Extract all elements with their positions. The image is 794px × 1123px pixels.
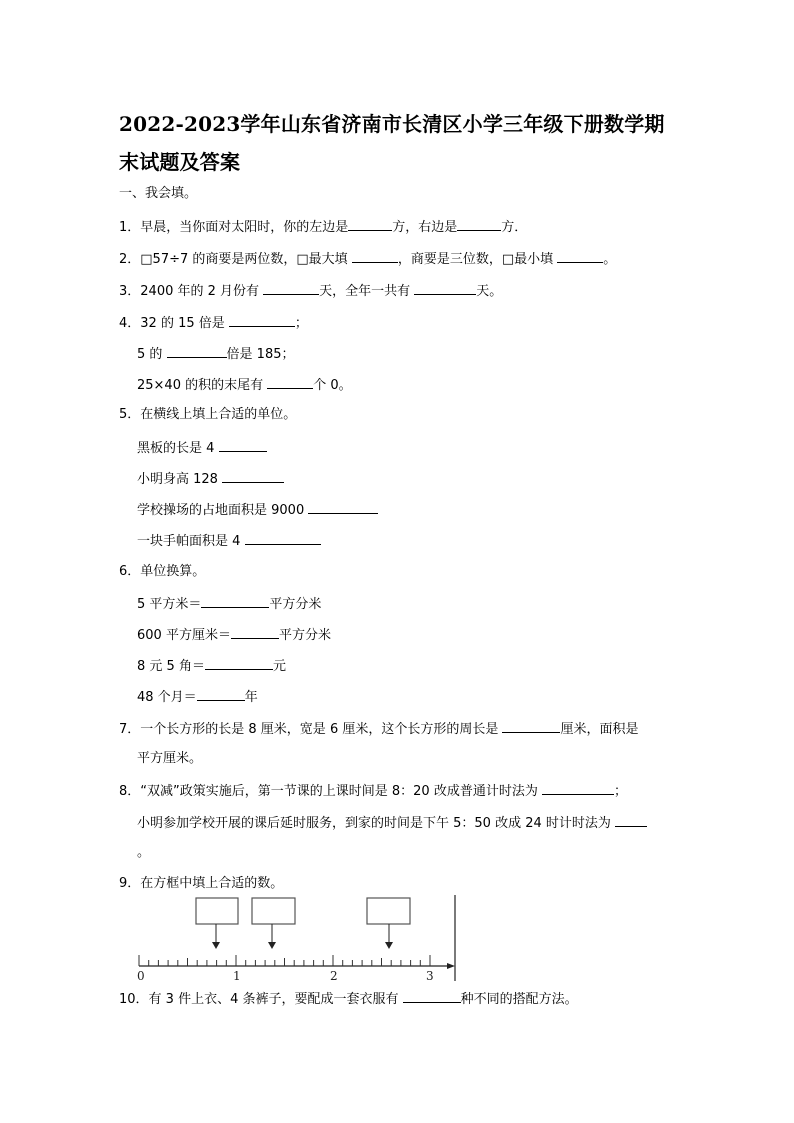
answer-box-1[interactable] [196,898,238,924]
q7-text-a: 7．一个长方形的长是 8 厘米，宽是 6 厘米，这个长方形的周长是 [119,722,503,737]
q4-text-c: 5 的 [137,347,167,362]
answer-box-2[interactable] [252,898,295,924]
q4-blank-3[interactable] [267,376,313,389]
q5-item-4 [137,532,321,550]
question-6: 6．单位换算。 [119,564,206,579]
q6-item-3-post: 元 [272,659,286,674]
question-8-cont [137,814,647,832]
number-line-figure [137,893,462,983]
q6-item-4 [137,688,258,706]
question-5: 5．在横线上填上合适的单位。 [119,407,297,422]
q6-item-3 [137,657,286,675]
q4-blank-1[interactable] [229,314,295,327]
q10-blank-1[interactable] [403,990,461,1003]
tick-label-3: 3 [426,969,434,983]
q6-item-4-post: 年 [244,690,258,705]
q4-text-a: 4．32 的 15 倍是 [119,316,229,331]
question-2 [119,250,616,268]
q5-item-2-text: 小明身高 128 [137,472,223,487]
question-3 [119,282,502,300]
q8-blank-2[interactable] [615,814,647,827]
q5-item-3 [137,501,378,519]
q5-blank-3[interactable] [308,501,378,514]
q6-item-1 [137,595,321,613]
q8-blank-1[interactable] [542,782,614,795]
section-heading: 一、我会填。 [119,186,198,201]
question-4-part-2 [137,345,295,363]
document-title-line1: 2022-2023学年山东省济南市长清区小学三年级下册数学期 [119,112,665,136]
q10-text-b: 种不同的搭配方法。 [460,992,578,1007]
q6-item-4-pre: 48 个月＝ [137,690,197,705]
question-4-part-3 [137,376,352,394]
q6-blank-2[interactable] [231,626,279,639]
q4-blank-2[interactable] [167,345,227,358]
q1-text-a: 1．早晨，当你面对太阳时，你的左边是 [119,220,349,235]
question-1 [119,218,527,236]
q3-blank-1[interactable] [263,282,319,295]
q6-item-1-post: 平方分米 [269,597,322,612]
q2-blank-1[interactable] [352,250,398,263]
tick-label-0: 0 [137,969,145,983]
q5-item-2 [137,470,284,488]
q5-item-3-text: 学校操场的占地面积是 9000 [137,503,309,518]
q6-blank-4[interactable] [197,688,245,701]
question-8-end: 。 [137,845,151,860]
q8-text-a: 8．“双减”政策实施后，第一节课的上课时间是 8：20 改成普通计时法为 [119,784,542,799]
q6-item-2-pre: 600 平方厘米＝ [137,628,231,643]
q5-blank-2[interactable] [222,470,284,483]
q6-item-1-pre: 5 平方米＝ [137,597,202,612]
question-7 [119,720,639,738]
q7-text-b: 厘米，面积是 [560,722,639,737]
answer-box-3[interactable] [367,898,410,924]
q6-item-3-pre: 8 元 5 角＝ [137,659,205,674]
question-7-cont: 平方厘米。 [137,751,203,766]
question-9: 9．在方框中填上合适的数。 [119,876,284,891]
q1-text-c: 方． [501,220,528,235]
q8-text-c: 小明参加学校开展的课后延时服务，到家的时间是下午 5：50 改成 24 时计时法为 [137,816,616,831]
q2-blank-2[interactable] [557,250,603,263]
q1-text-b: 方，右边是 [392,220,458,235]
question-4 [119,314,308,332]
q3-blank-2[interactable] [414,282,476,295]
q5-item-1 [137,439,267,457]
q5-blank-1[interactable] [219,439,267,452]
q5-blank-4[interactable] [245,532,321,545]
document-title-line2: 末试题及答案 [119,150,241,174]
q2-text-a: 2．□57÷7 的商要是两位数，□最大填 [119,252,352,267]
q8-text-b: ； [613,784,627,799]
q5-item-1-text: 黑板的长是 4 [137,441,219,456]
q4-text-e: 25×40 的积的末尾有 [137,378,268,393]
q3-text-a: 3．2400 年的 2 月份有 [119,284,264,299]
q2-text-b: ，商要是三位数，□最小填 [397,252,558,267]
q4-text-f: 个 0。 [313,378,352,393]
q10-text-a: 10．有 3 件上衣、4 条裤子，要配成一套衣服有 [119,992,403,1007]
q4-text-b: ； [294,316,308,331]
question-10 [119,990,578,1008]
question-8 [119,782,627,800]
q4-text-d: 倍是 185； [226,347,295,362]
q3-text-b: 天，全年一共有 [319,284,415,299]
q6-item-2-post: 平方分米 [278,628,331,643]
q7-blank-1[interactable] [502,720,560,733]
q6-blank-1[interactable] [201,595,269,608]
q5-item-4-text: 一块手帕面积是 4 [137,534,245,549]
q2-text-c: 。 [603,252,617,267]
q6-blank-3[interactable] [205,657,273,670]
q6-item-2 [137,626,331,644]
tick-label-1: 1 [233,969,241,983]
q3-text-c: 天。 [476,284,503,299]
tick-label-2: 2 [330,969,338,983]
q1-blank-2[interactable] [457,218,501,231]
q1-blank-1[interactable] [348,218,392,231]
